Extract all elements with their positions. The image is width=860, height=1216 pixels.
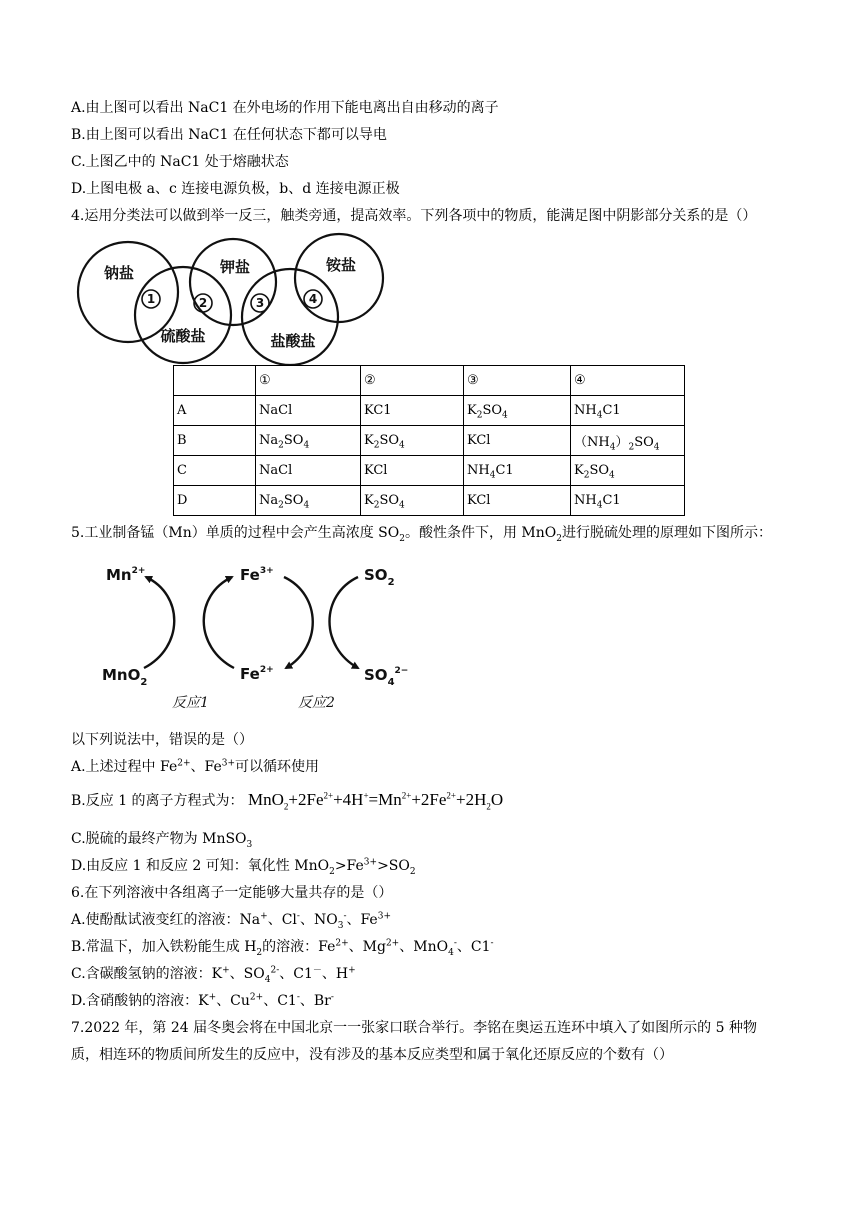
table-cell: C — [174, 456, 256, 486]
table-cell: $Na_2SO_4$ — [256, 486, 361, 516]
venn-region-3: 3 — [255, 296, 265, 310]
table-cell — [174, 366, 256, 396]
table-header-row — [174, 366, 685, 396]
table-row — [174, 426, 685, 456]
q6-option-b: B.常温下，加入铁粉能生成 $H_2$的溶液：$Fe^{2+}$、$Mg^{2+}$、MnO$_4$-、C1- — [71, 938, 494, 958]
species-so4: $SO_4^{2-}$ — [364, 666, 409, 688]
table-cell: ④ — [571, 366, 685, 396]
table-cell: $NH_4C1$ — [571, 396, 685, 426]
table-cell: NaCl — [256, 396, 361, 426]
q6-stem: 6.在下列溶液中各组离子一定能够大量共存的是（） — [71, 885, 393, 901]
arrow-mno2-to-mn2 — [144, 577, 174, 668]
q4-stem: 4.运用分类法可以做到举一反三，触类旁通，提高效率。下列各项中的物质，能满足图中阴影部分关系的是（） — [71, 208, 757, 224]
q6-option-d: D.含硝酸钠的溶液：K+、$Cu^{2+}$、C1-、Br- — [71, 992, 334, 1009]
table-cell: ① — [256, 366, 361, 396]
table-cell: KCl — [464, 486, 571, 516]
table-cell: $K_2SO_4$ — [361, 486, 464, 516]
venn-label-ammonium: 铵盐 — [325, 256, 357, 274]
species-fe2: $Fe^{2+}$ — [240, 665, 274, 683]
label-reaction-1: 反应1 — [172, 695, 209, 711]
arrow-so2-to-so4 — [330, 577, 359, 668]
table-row — [174, 396, 685, 426]
table-cell: D — [174, 486, 256, 516]
q6-option-c: C.含碳酸氢钠的溶液：K+、$SO_4^{2-}$、C1－、H+ — [71, 965, 356, 985]
table-row — [174, 486, 685, 516]
table-cell: $Na_2SO_4$ — [256, 426, 361, 456]
table-cell: ② — [361, 366, 464, 396]
venn-circle-ammonium — [295, 234, 383, 322]
q7-stem-line-2: 质，相连环的物质间所发生的反应中，没有涉及的基本反应类型和属于氧化还原反应的个数有（） — [71, 1047, 673, 1063]
q5-stem: 5.工业制备锰（Mn）单质的过程中会产生高浓度 $SO_2$。酸性条件下，用 MnO$_2$进行脱硫处理的原理如下图所示： — [71, 525, 772, 544]
venn-diagram — [71, 226, 421, 366]
q3-option-d: D.上图电极 a、c 连接电源负极，b、d 连接电源正极 — [71, 181, 400, 197]
ionic-equation: $MnO_2+2Fe^{2+}+4H^+=Mn^{2+}+2Fe^{2+}+2H_2O$ — [248, 790, 504, 812]
venn-region-2: 2 — [198, 296, 208, 310]
q3-option-c: C.上图乙中的 NaC1 处于熔融状态 — [71, 154, 289, 170]
q6-option-a: A.使酚酞试液变红的溶液：Na+、Cl-、$NO_3^-$、$Fe^{3+}$ — [71, 911, 391, 931]
species-fe3: $Fe^{3+}$ — [240, 566, 274, 584]
q5-ask: 以下列说法中，错误的是（） — [71, 732, 253, 748]
table-cell: ③ — [464, 366, 571, 396]
q3-option-a: A.由上图可以看出 NaC1 在外电场的作用下能电离出自由移动的离子 — [71, 100, 499, 116]
q4-options-table — [173, 365, 685, 516]
desulfurization-cycle-diagram — [96, 555, 426, 715]
species-so2: $SO_2$ — [364, 566, 395, 588]
table-cell: $NH_4C1$ — [464, 456, 571, 486]
table-cell: $NH_4C1$ — [571, 486, 685, 516]
table-cell: $K_2SO_4$ — [464, 396, 571, 426]
q5-option-c: C.脱硫的最终产物为 MnSO$_3$ — [71, 831, 253, 850]
table-cell: $K_2SO_4$ — [571, 456, 685, 486]
arrow-fe2-to-fe3 — [204, 577, 234, 668]
table-cell: KC1 — [361, 396, 464, 426]
table-cell: KCl — [361, 456, 464, 486]
q7-stem-line-1: 7.2022 年，第 24 届冬奥会将在中国北京一一张家口联合举行。李铭在奥运五连环中填入了如图所示的 5 种物 — [71, 1020, 757, 1036]
venn-label-chloride: 盐酸盐 — [270, 332, 316, 350]
species-mn2: $Mn^{2+}$ — [106, 566, 146, 584]
q5-option-d: D.由反应 1 和反应 2 可知：氧化性 $MnO_2>Fe^{3+}>SO_2$ — [71, 857, 416, 877]
table-row — [174, 456, 685, 486]
q3-option-b: B.由上图可以看出 NaC1 在任何状态下都可以导电 — [71, 127, 387, 143]
table-cell: $K_2SO_4$ — [361, 426, 464, 456]
table-cell: A — [174, 396, 256, 426]
table-cell: NaCl — [256, 456, 361, 486]
venn-region-4: 4 — [308, 292, 318, 306]
venn-circle-sulfate — [135, 267, 231, 363]
q5-option-b: B.反应 1 的离子方程式为： $MnO_2+2Fe^{2+}+4H^+=Mn^{2+}+2Fe^{2+}+2H_2O$ — [71, 790, 504, 812]
arrow-fe3-to-fe2 — [284, 577, 313, 668]
table-cell: KCl — [464, 426, 571, 456]
label-reaction-2: 反应2 — [298, 695, 335, 711]
venn-region-1: 1 — [146, 292, 156, 306]
species-mno2: MnO$_2$ — [102, 666, 148, 688]
table-cell: B — [174, 426, 256, 456]
q5-option-a: A.上述过程中 $Fe^{2+}$、$Fe^{3+}$可以循环使用 — [71, 758, 320, 775]
venn-label-potassium: 钾盐 — [219, 258, 251, 276]
venn-label-sulfate: 硫酸盐 — [160, 327, 206, 345]
venn-label-sodium: 钠盐 — [103, 264, 135, 282]
table-cell: $(NH_4)_2SO_4$ — [571, 426, 685, 456]
